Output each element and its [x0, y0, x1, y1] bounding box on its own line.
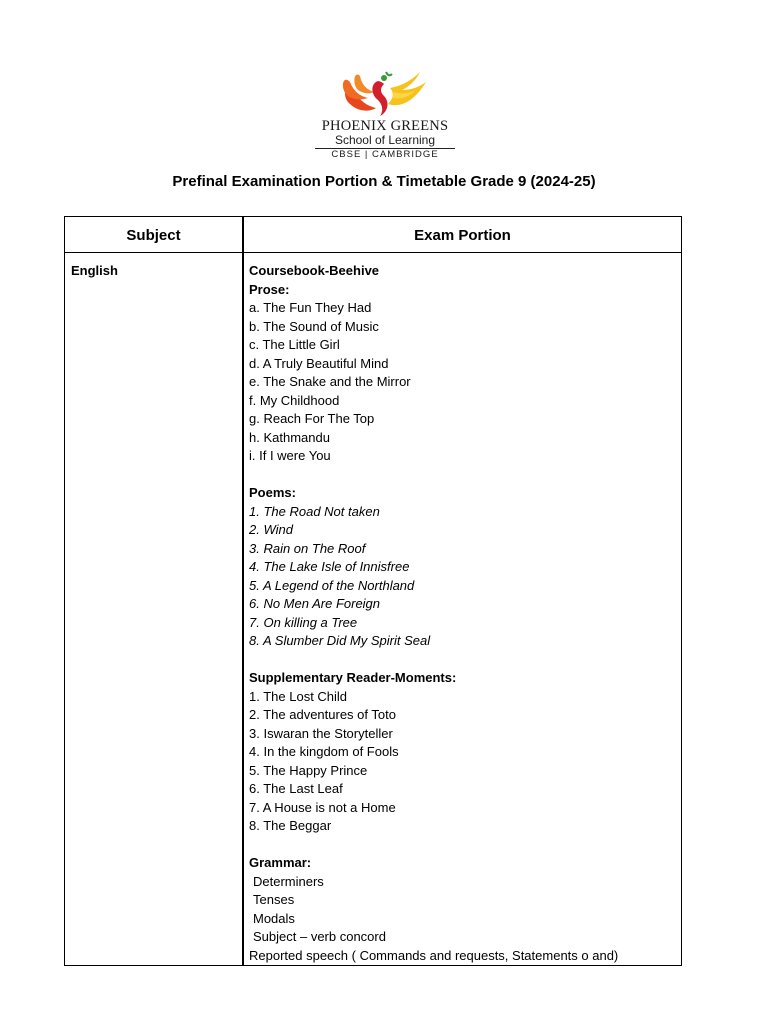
grammar-item: Reported speech ( Commands and requests, Statements o and)	[249, 947, 619, 963]
poem-item: 8. A Slumber Did My Spirit Seal	[249, 633, 431, 648]
grammar-item: Tenses	[253, 892, 295, 907]
grammar-item: Modals	[253, 910, 295, 926]
prose-item: f. My Childhood	[249, 392, 340, 408]
supplementary-item: 5. The Happy Prince	[249, 762, 368, 778]
grammar-item: Determiners	[253, 873, 324, 889]
prose-item: e. The Snake and the Mirror	[249, 374, 411, 389]
school-subtitle: School of Learning	[334, 133, 436, 147]
prose-item: d. A Truly Beautiful Mind	[249, 355, 389, 371]
prose-item: g. Reach For The Top	[249, 411, 375, 426]
supplementary-item: 1. The Lost Child	[249, 688, 348, 704]
school-boards: CBSE | CAMBRIDGE	[331, 149, 439, 160]
supplementary-item: 3. Iswaran the Storyteller	[249, 725, 393, 741]
prose-item: b. The Sound of Music	[249, 318, 379, 334]
poem-item: 4. The Lake Isle of Innisfree	[249, 559, 410, 574]
prose-item: i. If I were You	[249, 448, 331, 463]
poem-item: 5. A Legend of the Northland	[249, 577, 415, 593]
supplementary-item: 2. The adventures of Toto	[249, 707, 396, 722]
supplementary-item: 4. In the kingdom of Fools	[249, 744, 399, 759]
header-divider	[65, 252, 681, 253]
poem-item: 2. Wind	[249, 522, 293, 537]
school-name: PHOENIX GREENS	[321, 118, 449, 134]
supplementary-heading: Supplementary Reader-Moments:	[249, 670, 457, 685]
school-logo	[300, 68, 470, 160]
portion-column-header: Exam Portion	[414, 227, 511, 244]
grammar-heading: Grammar:	[249, 855, 312, 870]
coursebook-heading: Coursebook-Beehive	[249, 263, 380, 278]
prose-item: c. The Little Girl	[249, 337, 340, 352]
document-title: Prefinal Examination Portion & Timetable Grade 9 (2024-25)	[172, 173, 596, 190]
poem-item: 6. No Men Are Foreign	[249, 596, 381, 611]
grammar-item: Subject – verb concord	[253, 929, 386, 944]
phoenix-logo-icon	[340, 68, 430, 120]
poem-item: 7. On killing a Tree	[249, 614, 358, 630]
supplementary-item: 7. A House is not a Home	[249, 799, 396, 815]
prose-item: h. Kathmandu	[249, 429, 330, 445]
column-divider	[242, 217, 244, 965]
prose-heading: Prose:	[249, 281, 290, 297]
exam-portion-table	[64, 216, 682, 966]
subject-english: English	[71, 263, 118, 278]
poem-item: 1. The Road Not taken	[249, 503, 380, 519]
english-portion	[249, 262, 677, 965]
subject-column-header: Subject	[126, 227, 181, 244]
supplementary-item: 8. The Beggar	[249, 818, 332, 833]
supplementary-item: 6. The Last Leaf	[249, 781, 343, 796]
prose-item: a. The Fun They Had	[249, 300, 372, 315]
poems-heading: Poems:	[249, 485, 296, 500]
poem-item: 3. Rain on The Roof	[249, 540, 366, 556]
